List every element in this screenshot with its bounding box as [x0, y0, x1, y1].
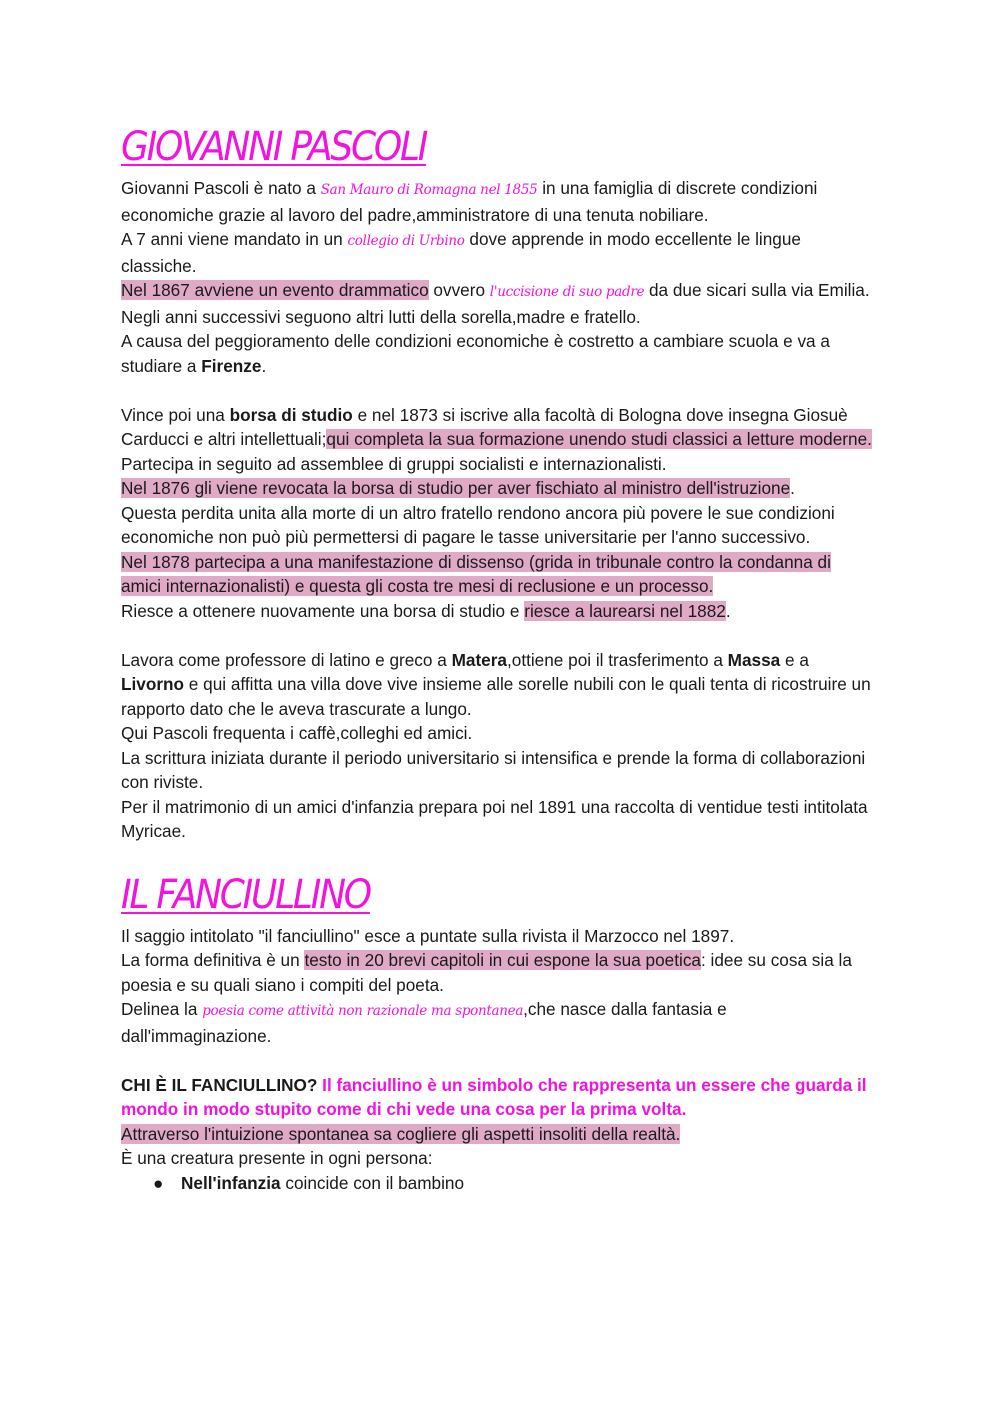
highlighted-text: Nel 1867 avviene un evento drammatico [121, 280, 429, 300]
text: Lavora come professore di latino e greco a [121, 649, 452, 670]
text: ovvero [428, 280, 490, 300]
highlighted-text: qui completa la sua formazione unendo studi classici a letture moderne. [326, 429, 872, 449]
paragraph-delinea [121, 997, 873, 1048]
text: Giovanni Pascoli è nato a [121, 178, 321, 198]
handwritten-text: San Mauro di Romagna nel 1855 [320, 182, 538, 198]
list-item [121, 1171, 873, 1196]
text: ,ottiene poi il trasferimento a [506, 649, 728, 670]
text: A 7 anni viene mandato in un [121, 229, 348, 249]
paragraph-intuizione [121, 1122, 873, 1147]
bold-text: borsa di studio [229, 404, 353, 425]
text: e nel 1873 si iscrive alla facoltà di Bologna dove insegna Giosuè Carducci e altri intellettuali; [121, 404, 848, 449]
handwritten-text: poesia come attività non razionale ma spontanea [202, 1003, 524, 1019]
paragraph-chi-e [121, 1073, 873, 1122]
text: . [725, 600, 731, 621]
bold-text: Livorno [121, 674, 185, 694]
paragraph-laurea [121, 599, 873, 624]
paragraph-1876 [121, 476, 873, 501]
paragraph-scrittura: La scrittura iniziata durante il periodo universitario si intensifica e prende la forma di collaborazioni con riviste. [121, 747, 866, 792]
paragraph-assemblee: Partecipa in seguito ad assemblee di gruppi socialisti e internazionalisti. [121, 453, 667, 474]
text: La forma definitiva è un [121, 950, 305, 970]
paragraph-1867 [121, 278, 873, 305]
paragraph-saggio: Il saggio intitolato "il fanciullino" esce a puntate sulla rivista il Marzocco nel 1897. [121, 925, 735, 946]
bold-text: Nell'infanzia [181, 1172, 281, 1193]
paragraph-lutti: Negli anni successivi seguono altri lutti della sorella,madre e fratello. [121, 306, 641, 327]
text: in una famiglia di discrete condizioni economiche grazie al lavoro del padre,amministratore di una tenuta nobiliare. [121, 178, 818, 225]
paragraph-bologna [121, 403, 873, 452]
pink-bold-text: Il fanciullino è un simbolo che rappresenta un essere che guarda il mondo in modo stupito come di chi vede una cosa per la prima volta. [121, 1074, 867, 1119]
handwritten-text: collegio di Urbino [347, 233, 465, 249]
bold-text: Matera [451, 649, 507, 670]
text: dove apprende in modo eccellente le lingue classiche. [121, 229, 801, 276]
paragraph-myricae: Per il matrimonio di un amici d'infanzia prepara poi nel 1891 una raccolta di ventidue testi intitolata Myricae. [121, 796, 868, 841]
bold-question: CHI È IL FANCIULLINO? [121, 1074, 318, 1095]
highlighted-text: Nel 1878 partecipa a una manifestazione di dissenso (grida in tribunale contro la condanna di amici internazionalisti) e questa gli costa tre mesi di reclusione e un processo. [121, 551, 831, 596]
paragraph-firenze [121, 329, 873, 378]
spacer [121, 623, 873, 648]
document-body [121, 118, 873, 1195]
heading-giovanni-pascoli: GIOVANNI PASCOLI [121, 124, 427, 170]
highlighted-text: Nel 1876 gli viene revocata la borsa di studio per aver fischiato al ministro dell'istruzione [121, 478, 791, 498]
paragraph-perdita: Questa perdita unita alla morte di un altro fratello rendono ancora più povere le sue condizioni economiche non può più permettersi di pagare le tasse universitarie per l'anno successivo. [121, 502, 835, 547]
text: ,che nasce dalla fantasia e dall'immaginazione. [121, 999, 727, 1046]
bullet-list [121, 1171, 873, 1196]
paragraph-forma [121, 948, 873, 997]
text: e a [780, 649, 809, 670]
text: Vince poi una [121, 404, 230, 425]
paragraph-1878 [121, 550, 873, 599]
highlighted-text: Attraverso l'intuizione spontanea sa cogliere gli aspetti insoliti della realtà. [121, 1123, 681, 1144]
paragraph-birth [121, 176, 873, 227]
paragraph-caffe: Qui Pascoli frequenta i caffè,colleghi ed amici. [121, 723, 473, 743]
highlighted-text: testo in 20 brevi capitoli in cui espone la sua poetica [304, 950, 701, 970]
text: Riesce a ottenere nuovamente una borsa di studio e [121, 600, 525, 621]
paragraph-professore [121, 648, 873, 722]
paragraph-college [121, 227, 873, 278]
handwritten-text: l'uccisione di suo padre [489, 284, 645, 300]
text: : idee su cosa sia la poesia e su quali siano i compiti del poeta. [121, 950, 852, 995]
text: . [790, 478, 795, 498]
text: coincide con il bambino [280, 1172, 465, 1193]
text: A causa del peggioramento delle condizioni economiche è costretto a cambiare scuola e va a studiare a [121, 331, 830, 376]
spacer [121, 378, 873, 403]
text: Delinea la [121, 999, 203, 1019]
bold-text: Firenze [201, 355, 262, 376]
bullet-icon: ● [153, 1172, 164, 1193]
bold-text: Massa [727, 649, 781, 670]
text: . [261, 355, 267, 376]
spacer [121, 1048, 873, 1073]
text: e qui affitta una villa dove vive insieme alle sorelle nubili con le quali tenta di ricostruire un rapporto dato che le aveva trascurate a lungo. [121, 674, 871, 719]
text: da due sicari sulla via Emilia. [644, 280, 870, 300]
highlighted-text: riesce a laurearsi nel 1882 [524, 600, 726, 621]
heading-il-fanciullino: IL FANCIULLINO [121, 871, 370, 918]
paragraph-creatura: È una creatura presente in ogni persona: [121, 1148, 433, 1168]
